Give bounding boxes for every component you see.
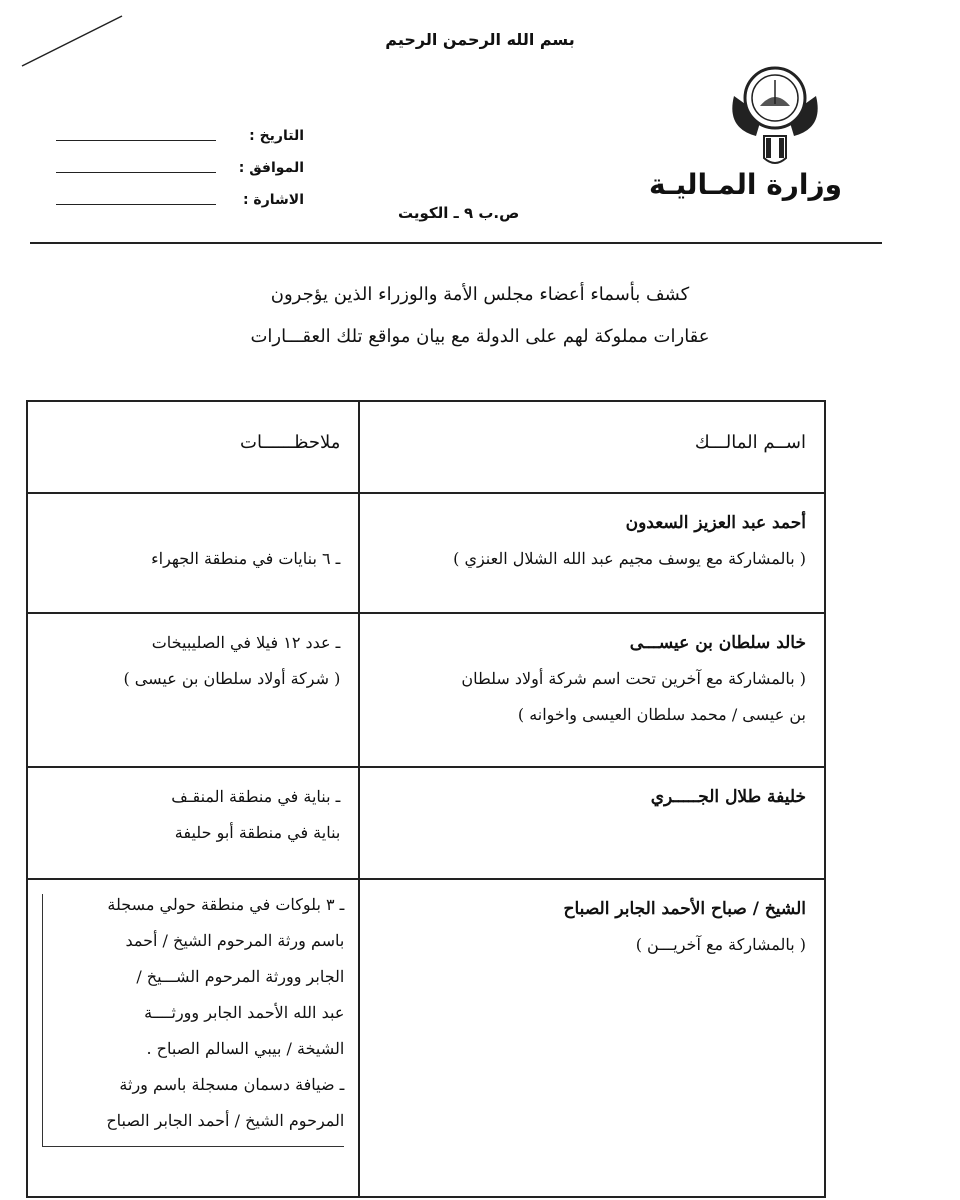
table-row: [27, 767, 825, 879]
owner-name: أحمد عبد العزيز السعدون: [625, 513, 806, 533]
note-line: بناية في منطقة أبو حليفة: [174, 823, 341, 842]
owner-detail: ( بالمشاركة مع آخرين تحت اسم شركة أولاد سلطان: [461, 669, 806, 688]
note-line: باسم ورثة المرحوم الشيخ / أحمد: [125, 931, 345, 950]
owner-column-header: اســم المالـــك: [359, 401, 825, 493]
note-line: عبد الله الأحمد الجابر وورثــــة: [144, 1003, 345, 1022]
table-row: [27, 493, 825, 613]
table-row: [27, 879, 825, 1197]
owner-name: الشيخ / صباح الأحمد الجابر الصباح: [563, 899, 806, 919]
note-line: ( شركة أولاد سلطان بن عيسى ): [123, 669, 341, 688]
note-line: ـ بناية في منطقة المنقـف: [171, 787, 341, 806]
owner-cell: [359, 879, 825, 1197]
owner-detail: بن عيسى / محمد سلطان العيسى واخوانه ): [517, 705, 806, 724]
owner-cell: [359, 613, 825, 767]
ministry-name: وزارة المـاليـة: [649, 168, 842, 201]
notes-cell: [27, 613, 359, 767]
state-emblem-icon: [720, 58, 830, 170]
note-line: المرحوم الشيخ / أحمد الجابر الصباح: [106, 1111, 345, 1130]
notes-cell: [27, 879, 359, 1197]
note-line: ـ عدد ١٢ فيلا في الصليبيخات: [151, 633, 341, 652]
date-line: [56, 140, 216, 141]
note-line: ـ ضيافة دسمان مسجلة باسم ورثة: [119, 1075, 345, 1094]
document-title-line-2: عقارات مملوكة لهم على الدولة مع بيان مواقع تلك العقـــارات: [250, 326, 710, 347]
notes-cell: [27, 767, 359, 879]
owner-detail: ( بالمشاركة مع يوسف مجيم عبد الله الشلال العنزي ): [453, 549, 806, 568]
basmala: بسم الله الرحمن الرحيم: [385, 30, 575, 49]
reference-line: [56, 204, 216, 205]
corresponding-date-line: [56, 172, 216, 173]
owner-cell: [359, 493, 825, 613]
date-label: التاريخ :: [249, 128, 304, 144]
document-title-line-1: كشف بأسماء أعضاء مجلس الأمة والوزراء الذين يؤجرون: [270, 284, 690, 305]
note-line: ـ ٣ بلوكات في منطقة حولي مسجلة: [107, 895, 345, 914]
owner-detail: ( بالمشاركة مع آخريـــن ): [635, 935, 806, 954]
owner-name: خالد سلطان بن عيســـى: [629, 633, 806, 653]
table-header-row: [27, 401, 825, 493]
properties-table: [26, 400, 826, 1198]
note-line: الجابر وورثة المرحوم الشـــيخ /: [136, 967, 345, 986]
corresponding-date-label: الموافق :: [238, 160, 304, 176]
owner-name: خليفة طلال الجـــــري: [650, 787, 806, 807]
note-line: ـ ٦ بنايات في منطقة الجهراء: [151, 549, 341, 568]
reference-label: الاشارة :: [242, 192, 304, 208]
header-divider: [30, 242, 882, 244]
notes-column-header: ملاحظــــــات: [27, 401, 359, 493]
notes-cell: [27, 493, 359, 613]
owner-cell: [359, 767, 825, 879]
notes-bracket: [42, 894, 344, 1147]
po-box: ص.ب ٩ ـ الكويت: [398, 204, 520, 222]
table-row: [27, 613, 825, 767]
note-line: الشيخة / بيبي السالم الصباح .: [146, 1039, 345, 1058]
